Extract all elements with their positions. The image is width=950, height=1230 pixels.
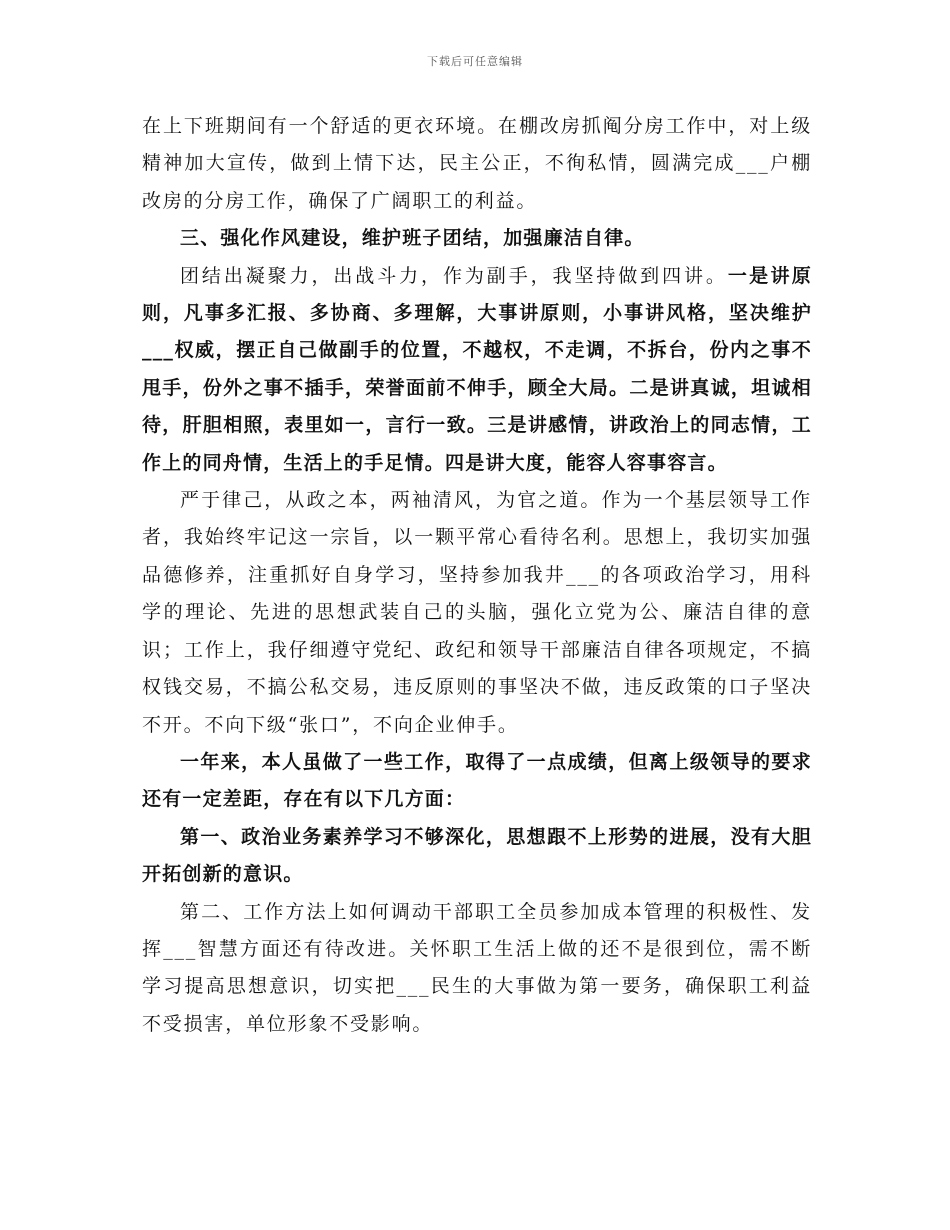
paragraph-6: 第一、政治业务素养学习不够深化，思想跟不上形势的进展，没有大胆开拓创新的意识。: [142, 825, 812, 886]
paragraph-1: 在上下班期间有一个舒适的更衣环境。在棚改房抓阄分房工作中，对上级精神加大宣传，做到上情下达，民主公正，不徇私情，圆满完成___户棚改房的分房工作，确保了广阔职工的利益。: [142, 115, 812, 212]
paragraph-3: [142, 258, 812, 482]
page-header: 下载后可任意编辑: [427, 55, 523, 68]
paragraph-4: 严于律己，从政之本，两袖清风，为官之道。作为一个基层领导工作者，我始终牢记这一宗旨，以一颗平常心看待名利。思想上，我切实加强品德修养，注重抓好自身学习，坚持参加我井___的各项政治学习，用科学的理论、先进的思想武装自己的头脑，强化立党为公、廉洁自律的意识；工作上，我仔细遵守党纪、政纪和领导干部廉洁自律各项规定，不搞权钱交易，不搞公私交易，违反原则的事坚决不做，违反政策的口子坚决不开。不向下级“张口”，不向企业伸手。: [142, 489, 812, 736]
paragraph-3-bold: 一是讲原则，凡事多汇报、多协商、多理解，大事讲原则，小事讲风格，坚决维护___权威，摆正自己做副手的位置，不越权，不走调，不拆台，份内之事不甩手，份外之事不插手，荣誉面前不伸手，顾全大局。二是讲真诚，坦诚相待，肝胆相照，表里如一，言行一致。三是讲感情，讲政治上的同志情，工作上的同舟情，生活上的手足情。四是讲大度，能容人容事容言。: [142, 264, 812, 474]
document-body: [142, 108, 812, 1043]
section-heading-3: 三、强化作风建设，维护班子团结，加强廉洁自律。: [180, 227, 645, 250]
paragraph-5: 一年来，本人虽做了一些工作，取得了一点成绩，但离上级领导的要求还有一定差距，存在有以下几方面：: [142, 750, 812, 811]
paragraph-3-intro: 团结出凝聚力，出战斗力，作为副手，我坚持做到四讲。: [180, 264, 728, 287]
paragraph-7: 第二、工作方法上如何调动干部职工全员参加成本管理的积极性、发挥___智慧方面还有待改进。关怀职工生活上做的还不是很到位，需不断学习提高思想意识，切实把___民生的大事做为第一要务，确保职工利益不受损害，单位形象不受影响。: [142, 900, 812, 1035]
